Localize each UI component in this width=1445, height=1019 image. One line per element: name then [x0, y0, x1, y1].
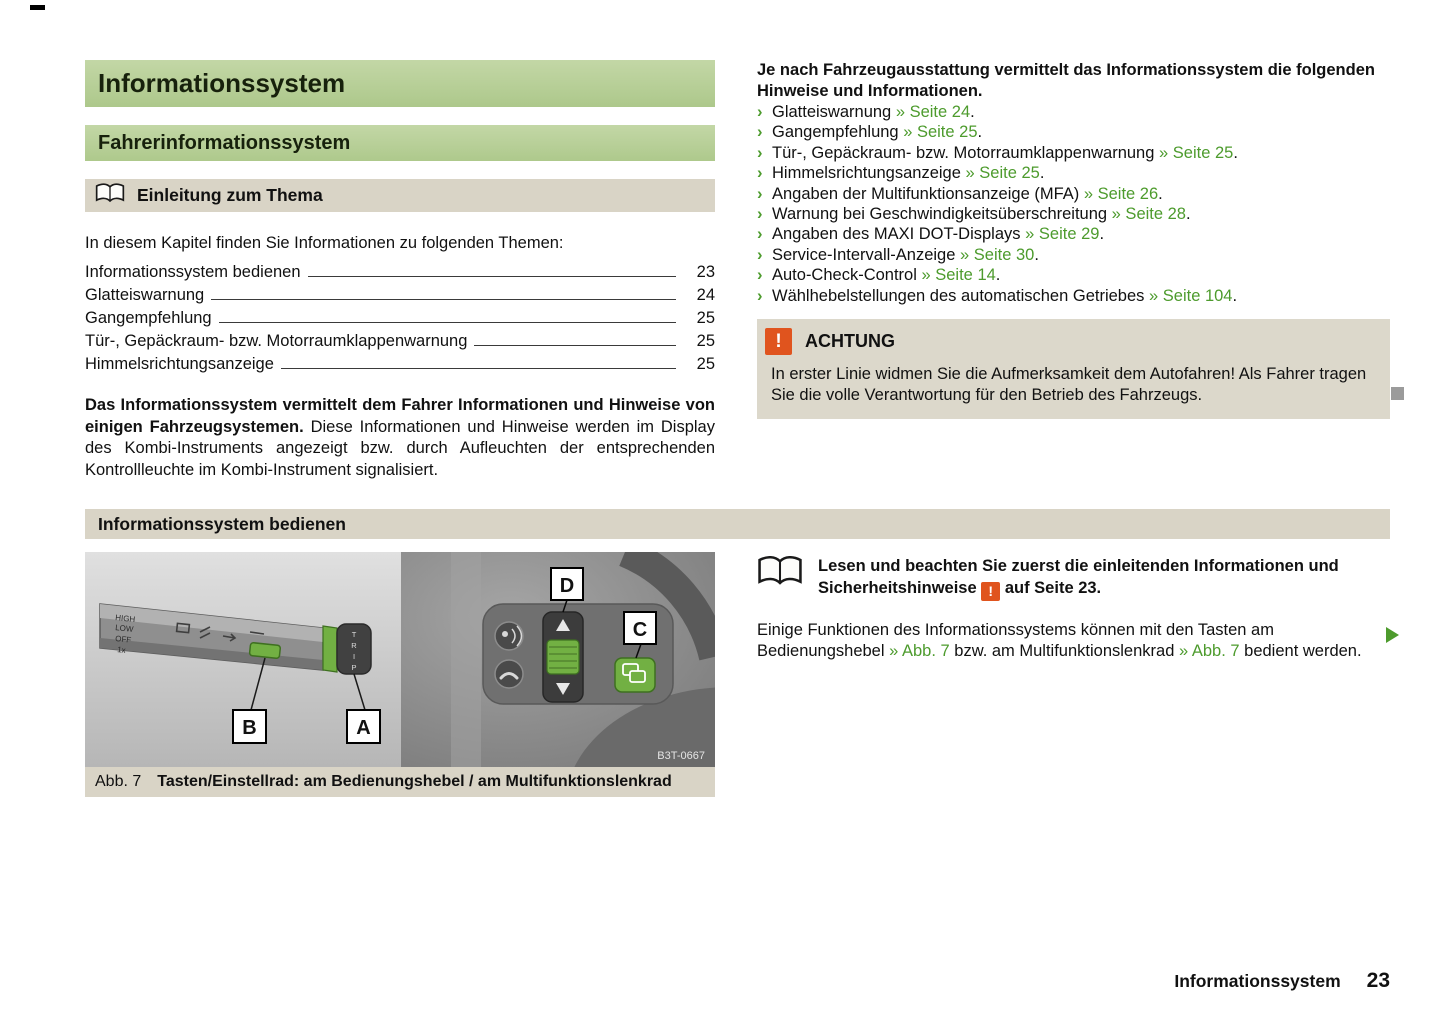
list-item-label: Wählhebelstellungen des automatischen Getriebes [772, 286, 1145, 305]
list-item [757, 286, 1390, 306]
toc-item[interactable] [85, 309, 715, 332]
list-item-suffix: . [1034, 245, 1039, 264]
chevron-icon: › [757, 184, 763, 203]
stalk-rocker-ring[interactable] [323, 626, 337, 672]
intro-paragraph-regular: Diese Informationen und Hinweise werden im Display des Kombi-Instruments angezeigt bzw. durch Aufleuchten der entsprechenden Kontrollleuchte im Kombi-Instrument signalisiert. [85, 417, 715, 479]
paragraph-text: Einige Funktionen des Informationssystems können mit den Tasten am Bedienungshebel [757, 620, 1274, 661]
stalk-marking-low: LOW [114, 623, 134, 634]
page-link[interactable]: » Seite 25 [903, 123, 978, 142]
list-item-label: Gangempfehlung [772, 123, 899, 142]
warning-header [765, 328, 1376, 355]
list-item-suffix: . [977, 123, 983, 142]
left-column [85, 60, 715, 481]
page-link[interactable]: » Seite 26 [1083, 184, 1159, 203]
chevron-icon: › [757, 286, 763, 305]
figure-label-c: C [632, 619, 648, 641]
chevron-icon: › [757, 143, 763, 162]
feature-list [757, 102, 1390, 306]
list-item [757, 163, 1390, 183]
page-link[interactable]: » Seite 24 [895, 103, 971, 121]
list-item [757, 184, 1390, 204]
list-item [757, 224, 1390, 244]
note-text-after: auf Seite 23. [1004, 578, 1102, 597]
list-item-suffix: . [970, 103, 975, 121]
section-title: Fahrerinformationssystem [85, 125, 715, 161]
footer-page-number: 23 [1366, 969, 1390, 992]
page-link[interactable]: » Seite 104 [1149, 286, 1233, 305]
page-link[interactable]: » Seite 30 [960, 245, 1035, 264]
list-item-text [772, 163, 1044, 183]
figure [85, 552, 715, 797]
section-header-bar: Informationssystem bedienen [85, 509, 1390, 539]
read-first-note-text [818, 556, 1390, 601]
figure-label-a: A [356, 717, 371, 739]
list-item [757, 245, 1390, 265]
figure-caption-bar [85, 767, 715, 797]
figure-label-d: D [559, 575, 575, 597]
list-item-suffix: . [1039, 164, 1045, 183]
rocker-thumbwheel[interactable] [547, 640, 579, 674]
chevron-icon: › [757, 225, 763, 244]
toc-leader-line [211, 299, 676, 300]
paragraph-text: bedient werden. [1244, 642, 1362, 661]
list-item [757, 204, 1390, 224]
chevron-icon: › [757, 205, 763, 224]
toc-item[interactable] [85, 263, 715, 286]
list-item-text [772, 143, 1238, 163]
list-item-label: Warnung bei Geschwindigkeitsüberschreitung [772, 205, 1108, 224]
toc-item[interactable] [85, 355, 715, 378]
toc-item-label: Informationssystem bedienen [85, 263, 301, 281]
margin-marker [1391, 387, 1404, 400]
chapter-title: Informationssystem [85, 60, 715, 107]
page-link[interactable]: » Seite 28 [1111, 205, 1186, 224]
toc-item-page: 25 [696, 355, 715, 373]
list-item-suffix: . [1099, 225, 1105, 244]
intro-header-label: Einleitung zum Thema [137, 185, 323, 205]
toc-item-page: 25 [696, 332, 715, 350]
toc-item-label: Himmelsrichtungsanzeige [85, 355, 274, 373]
page-link[interactable]: » Seite 25 [1159, 143, 1234, 162]
arrow-right-icon [1386, 627, 1399, 643]
chevron-icon: › [757, 103, 763, 121]
toc-leader-line [219, 322, 676, 323]
toc-item[interactable] [85, 332, 715, 355]
toc-item[interactable] [85, 286, 715, 309]
stalk-slider-button[interactable] [249, 642, 280, 658]
intro-paragraph [85, 395, 715, 481]
stalk-marking-high: HIGH [114, 613, 136, 625]
list-item-text [772, 224, 1104, 244]
list-item-label: Angaben des MAXI DOT-Displays [772, 225, 1021, 244]
exclamation-icon: ! [981, 582, 1000, 601]
right-column [757, 60, 1390, 481]
list-item-text [772, 102, 975, 122]
chevron-icon: › [757, 266, 763, 285]
operation-paragraph [757, 620, 1390, 663]
list-item [757, 102, 1390, 122]
list-item-text [772, 265, 1000, 285]
toc-list [85, 263, 715, 378]
list-item-suffix: . [1185, 205, 1191, 224]
toc-item-page: 24 [696, 286, 715, 304]
figure-link[interactable]: » Abb. 7 [1178, 642, 1240, 661]
list-item-text [772, 286, 1237, 306]
intro-header-bar [85, 179, 715, 212]
feature-list-lead: Je nach Fahrzeugausstattung vermittelt das Informationssystem die folgenden Hinweise und Informationen. [757, 61, 1375, 100]
crop-mark [30, 5, 45, 10]
footer-section-title: Informationssystem [1174, 971, 1341, 991]
toc-leader-line [281, 368, 676, 369]
page-link[interactable]: » Seite 25 [965, 164, 1040, 183]
list-item-suffix: . [1158, 184, 1163, 203]
toc-item-label: Glatteiswarnung [85, 286, 205, 304]
stalk-trip-letter: R [351, 641, 357, 650]
stalk-trip-letter: P [351, 663, 357, 672]
chevron-icon: › [757, 123, 763, 142]
voice-control-button[interactable] [495, 622, 523, 650]
note-text-before: Lesen und beachten Sie zuerst die einleitenden Informationen und Sicherheitshinweise [818, 557, 1339, 597]
chevron-icon: › [757, 164, 763, 183]
list-item-label: Angaben der Multifunktionsanzeige (MFA) [772, 184, 1080, 203]
stalk-trip-letter: T [351, 630, 357, 639]
stalk-marking-once: 1x [116, 645, 127, 655]
figure-link[interactable]: » Abb. 7 [889, 642, 950, 661]
toc-item-label: Gangempfehlung [85, 309, 212, 327]
toc-leader-line [474, 345, 676, 346]
stalk-marking-off: OFF [114, 634, 132, 645]
exclamation-icon: ! [765, 328, 792, 355]
open-book-icon [757, 556, 803, 601]
toc-item-label: Tür-, Gepäckraum- bzw. Motorraumklappenwarnung [85, 332, 468, 350]
figure-code: B3T-0667 [657, 750, 705, 762]
list-item [757, 122, 1390, 142]
intro-paragraph-bold: Das Informationssystem vermittelt dem Fahrer Informationen und Hinweise von einigen Fahrzeugsystemen. [85, 396, 715, 436]
figure-label-b: B [242, 717, 257, 739]
page-footer [1174, 969, 1390, 993]
toc-item-page: 25 [696, 309, 715, 327]
list-item-label: Tür-, Gepäckraum- bzw. Motorraumklappenwarnung [772, 143, 1155, 162]
figure-caption-ref: Abb. 7 [95, 773, 142, 790]
warning-body: In erster Linie widmen Sie die Aufmerksamkeit dem Autofahren! Als Fahrer tragen Sie die volle Verantwortung für den Betrieb des Fahrzeugs. [771, 365, 1367, 405]
figure-caption-text: Tasten/Einstellrad: am Bedienungshebel / am Multifunktionslenkrad [157, 773, 672, 790]
list-item-text [772, 184, 1163, 204]
list-item-label: Service-Intervall-Anzeige [772, 245, 956, 264]
list-item-text [772, 245, 1039, 265]
list-item-label: Auto-Check-Control [772, 266, 917, 285]
figure-illustration [85, 552, 715, 767]
list-item-suffix: . [1233, 143, 1238, 162]
warning-box [757, 319, 1390, 419]
list-item-suffix: . [995, 266, 1001, 285]
list-item [757, 143, 1390, 163]
toc-leader-line [308, 276, 676, 277]
list-item-label: Himmelsrichtungsanzeige [772, 164, 961, 183]
list-item-text [772, 122, 982, 142]
list-item-label: Glatteiswarnung [772, 103, 892, 121]
stalk-trip-letter: I [352, 652, 356, 661]
chapter-lead: In diesem Kapitel finden Sie Informationen zu folgenden Themen: [85, 234, 564, 252]
page-link[interactable]: » Seite 29 [1025, 225, 1100, 244]
chevron-icon: › [757, 245, 763, 264]
open-book-icon [95, 183, 125, 209]
read-first-note [757, 552, 1390, 601]
warning-title: ACHTUNG [805, 331, 895, 352]
paragraph-text: bzw. am Multifunktionslenkrad [954, 642, 1175, 661]
toc-item-page: 23 [696, 263, 715, 281]
section-right-column [757, 552, 1390, 797]
page-link[interactable]: » Seite 14 [921, 266, 996, 285]
list-item-suffix: . [1232, 286, 1238, 305]
list-item-text [772, 204, 1191, 224]
list-item [757, 265, 1390, 285]
